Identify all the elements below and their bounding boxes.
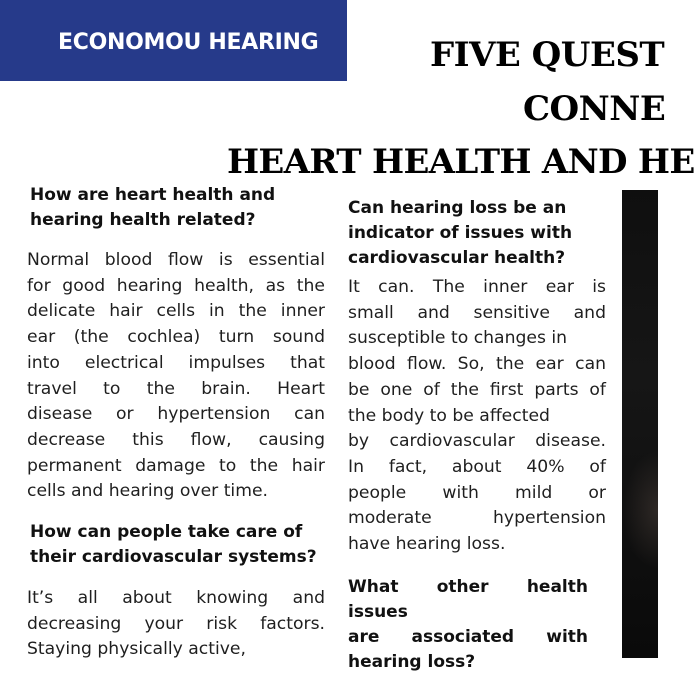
answer-line: by cardiovascular disease.: [348, 431, 606, 452]
answer-line: the body to be affected: [348, 405, 550, 426]
answer-line: In fact, about 40% of: [348, 456, 606, 477]
question-line: cardiovascular health?: [348, 248, 566, 268]
answer-line: decrease this flow, causing: [27, 429, 325, 450]
question-line: How are heart health and: [30, 185, 276, 205]
question-line: Can hearing loss be an: [348, 198, 567, 218]
answer-line: be one of the first parts of: [348, 379, 606, 400]
answer-line: moderate hypertension: [348, 508, 606, 529]
answer-line: for good hearing health, as the: [27, 275, 325, 296]
answer-line: It can. The inner ear is: [348, 277, 606, 297]
answer-paragraph: [27, 586, 325, 663]
answer-line: cells and hearing over time.: [27, 481, 268, 502]
answer-line: blood flow. So, the ear can: [348, 354, 606, 375]
question-heading: [348, 196, 606, 271]
headline-line-2: CONNE: [523, 89, 666, 129]
photo-highlight: [622, 450, 658, 570]
answer-line: Staying physically active,: [27, 639, 246, 660]
question-line: What other health issues: [348, 577, 588, 622]
answer-line: permanent damage to the hair: [27, 455, 325, 476]
question-heading: [348, 575, 588, 675]
brand-name: ECONOMOU HEARING: [58, 30, 319, 55]
answer-paragraph: [348, 275, 606, 558]
question-line: hearing health related?: [30, 210, 256, 230]
answer-line: Normal blood flow is essential: [27, 250, 325, 270]
question-heading: [30, 520, 325, 570]
answer-line: into electrical impulses that: [27, 352, 325, 373]
answer-line: ear (the cochlea) turn sound: [27, 327, 325, 348]
answer-line: susceptible to changes in: [348, 328, 568, 349]
answer-line: have hearing loss.: [348, 534, 506, 555]
headline-line-1: FIVE QUEST: [430, 35, 665, 75]
question-heading: [30, 183, 320, 233]
question-line: hearing loss?: [348, 652, 476, 672]
answer-paragraph: [27, 248, 325, 505]
portrait-photo: [622, 190, 658, 658]
answer-line: It’s all about knowing and: [27, 588, 325, 608]
answer-line: decreasing your risk factors.: [27, 613, 325, 634]
answer-line: disease or hypertension can: [27, 404, 325, 425]
question-line: indicator of issues with: [348, 223, 573, 243]
headline-line-3: HEART HEALTH AND HE: [227, 142, 695, 182]
question-line: are associated with: [348, 627, 588, 647]
answer-line: people with mild or: [348, 482, 606, 503]
answer-line: small and sensitive and: [348, 302, 606, 323]
question-line: How can people take care of: [30, 522, 303, 542]
question-line: their cardiovascular systems?: [30, 547, 317, 567]
brand-banner: [0, 0, 347, 81]
answer-line: travel to the brain. Heart: [27, 378, 325, 399]
answer-line: delicate hair cells in the inner: [27, 301, 325, 322]
